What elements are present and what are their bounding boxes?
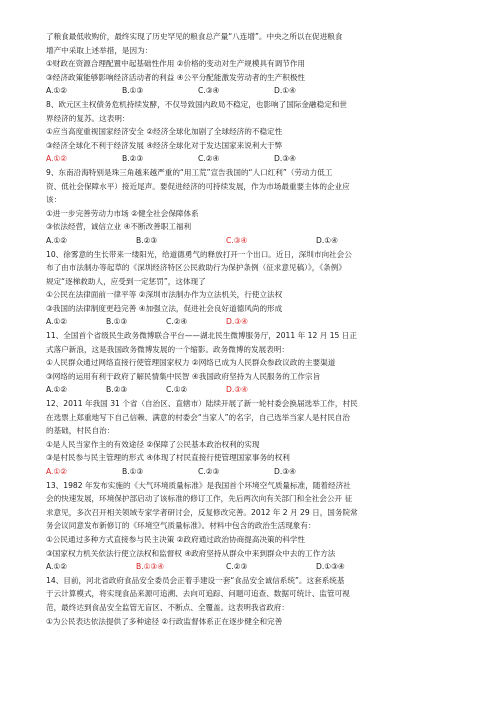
text-line: 了粮食最低收购价，最终实现了历史罕见的粮食总产量“八连增”。中央之所以在促进粮食 (46, 32, 343, 41)
text-line: ③经济政策能够影响经济活动者的利益 ④公平分配能激发劳动者的生产积极性 (46, 72, 306, 82)
text-line: 会的快速发展，环境保护部启动了该标准的修订工作，先后两次向有关部门和全社会公开 征 (46, 494, 353, 504)
option-c: C.②③ (198, 467, 220, 476)
text-line: 范，最终达到食品安全监管无盲区、不断点、全覆盖。这表明我省政府： (46, 602, 289, 612)
answer-options-q12 (46, 465, 438, 479)
option-c: C.②③ (226, 562, 248, 572)
text-line: 于云计算模式，将实现食品来源可追溯、去向可追踪、问题可追查、数据可统计、监管可视 (46, 589, 350, 599)
answer-options-q8 (46, 152, 438, 166)
answer-options-q13 (46, 560, 438, 574)
text-line: ①公民通过多种方式直接参与民主决策 ②政府通过政治协商提高决策的科学性 (46, 534, 306, 544)
option-a: A.①② (46, 317, 68, 327)
option-a: A.①② (46, 467, 68, 476)
answer-options-q9 (46, 234, 438, 248)
text-line: 求意见，多次召开相关领域专家学者研讨会，反复修改完善。2012 年 2 月 29 日，国务院常 (46, 507, 358, 517)
text-line: ③我国的法律制度更趋完善 ④加强立法，促进社会良好道德风尚的形成 (46, 303, 283, 313)
text-line: 12、2011 年我国 31 个省（自治区、直辖市）陆续开展了新一轮村委会换届选举工作，村民 (46, 399, 358, 409)
text-line: 式落户新浪，这是我国政务微博发展的一个缩影。政务微博的发展表明： (46, 344, 289, 354)
option-b: B.①③ (122, 86, 144, 96)
text-line: ①人民群众通过网络直接行使管理国家权力 ②网络已成为人民群众参政议政的主要渠道 (46, 358, 336, 368)
text-line: 10、徐雾意的生长带来一缕阳光，给道德勇气的释放打开一个出口。近日，深圳市向社会公 (46, 249, 352, 259)
option-d: D.③④ (226, 385, 248, 395)
text-line: ③经济全球化不利于经济发展 ④经济全球化对于发达国家来说利大于弊 (46, 140, 283, 150)
text-line: 14、目前，河北省政府食品安全委员会正着手建设一套“食品安全诚信系统”。这套系统基 (46, 575, 345, 585)
text-line: 13、1982 年发布实施的《大气环境质量标准》是我国首个环境空气质量标准，随着经济社 (46, 480, 351, 490)
option-b: B.①③ (106, 317, 128, 327)
text-line: 布了由市法制办等起草的《深圳经济特区公民救助行为保护条例（征求意见稿）》，《条例》 (46, 263, 346, 273)
text-line: 该： (46, 195, 62, 205)
option-d: D.③④ (274, 467, 296, 476)
answer-options-q10 (46, 315, 438, 329)
answer-options-q11 (46, 383, 438, 397)
text-line: ①应当高度重视国家经济安全 ②经济全球化加剧了全球经济的不稳定性 (46, 127, 283, 137)
option-a: A.①② (46, 154, 68, 164)
option-a: A.①② (46, 562, 68, 572)
text-line: 规定“逐梯救助人，应受到一定惩罚”，这体现了 (46, 276, 206, 286)
option-a: A.①② (46, 86, 68, 96)
text-line: ①为公民表达依法提供了多种途径 ②行政监督体系正在逐步健全和完善 (46, 616, 283, 626)
option-b: B.①③ (122, 467, 144, 476)
text-line: ①是人民当家作主的有效途径 ②保障了公民基本政治权利的实现 (46, 439, 260, 449)
text-line: ③是村民参与民主管理的形式 ④体现了村民直接行使管理国家事务的权利 (46, 453, 290, 463)
answer-options-q7 (46, 84, 438, 98)
text-line: 务会议同意发布新修订的《环境空气质量标准》。材料中包含的政治生活现象有： (46, 521, 316, 531)
option-c: C.①② (166, 385, 188, 395)
option-b: B.①③④ (136, 562, 165, 572)
text-line: ①财政在资源合理配置中起基础性作用 ②价格的变动对生产规模具有调节作用 (46, 59, 306, 69)
option-d: D.①③④ (316, 562, 345, 572)
option-c: C.③④ (226, 235, 248, 245)
text-line: 界经济的复苏。这表明： (46, 113, 130, 123)
text-line: ③依法经营，诚信立业 ④不断改善职工福利 (46, 222, 192, 232)
text-line: ③国家权力机关依法行使立法权和监督权 ④政府坚持从群众中来到群众中去的工作方法 (46, 548, 336, 558)
text-line: 8、欧元区主权债务危机持续发酵，不仅导致国内政局不稳定，也影响了国际金融稳定和世 (46, 99, 347, 109)
option-d: D.①④ (316, 235, 338, 245)
text-line: ①公民在法律面前一律平等 ②深圳市法制办作为立法机关，行使立法权 (46, 290, 283, 300)
text-line: 11、全国首个省级民生政务微博联合平台——湖北民生微博服务厅，2011 年 12 月 15 日正 (46, 331, 357, 341)
text-line: ③网络的运用有利于政府了解民情集中民智 ④我国政府坚持为人民服务的工作宗旨 (46, 371, 321, 381)
text-line: 资、低社会保障水平）接近尾声。要促进经济的可持续发展，作为市场最重要主体的企业应 (46, 181, 350, 191)
option-a: A.①② (46, 235, 68, 245)
text-line: 在选票上郑重地写下自己信赖、满意的村委会“当家人”的名字，自己选举当家人是村民自治 (46, 412, 351, 422)
text-line: 的基础，村民自治： (46, 426, 115, 436)
option-c: C.③④ (198, 86, 220, 96)
option-c: C.②④ (198, 154, 220, 164)
option-b: B.②③ (122, 154, 144, 164)
option-c: C.②④ (166, 317, 188, 327)
option-a: A.①② (46, 385, 68, 395)
option-d: D.③④ (226, 317, 248, 327)
text-line: ①进一步完善劳动力市场 ②健全社会保障体系 (46, 208, 199, 218)
option-b: B.②③ (136, 235, 158, 245)
text-line: 增产中采取上述举措，是因为： (46, 45, 153, 55)
option-d: D.③④ (274, 154, 296, 164)
option-d: D.①④ (274, 86, 296, 96)
text-line: 9、东南沿海特别是珠三角越来越严重的“用工荒”宣告我国的“人口红利”（劳动力低工 (46, 167, 333, 177)
option-b: B.②③ (106, 385, 128, 395)
